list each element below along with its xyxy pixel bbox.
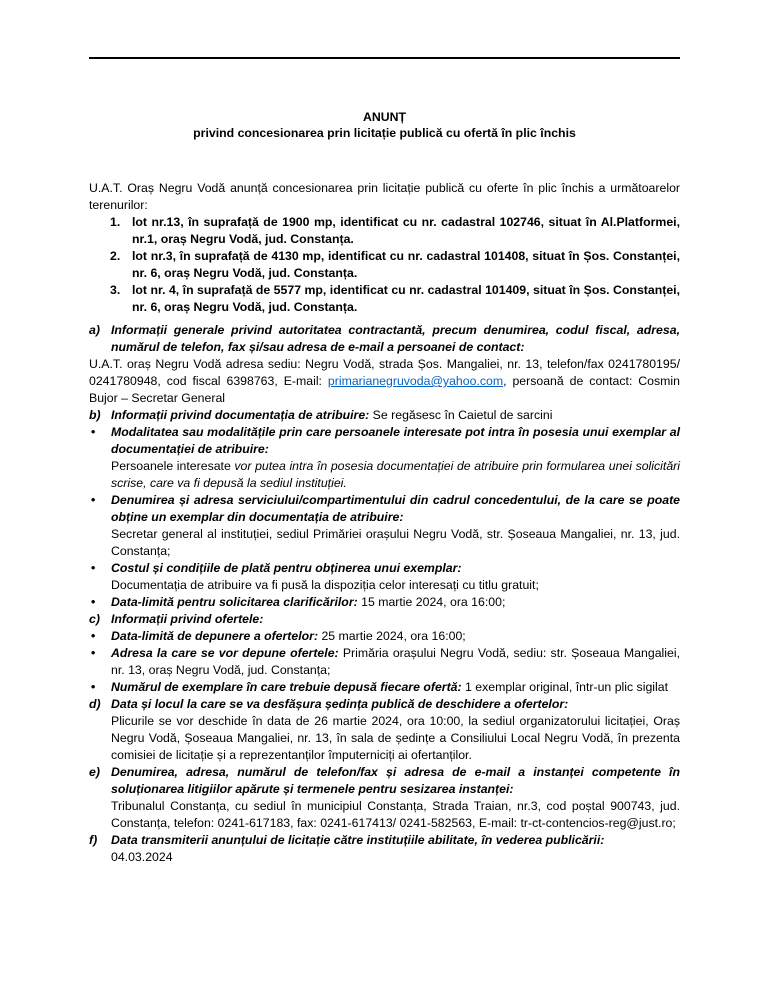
lot-text: lot nr.13, în suprafață de 1900 mp, identificat cu nr. cadastral 102746, situat în Al.Platformei, nr.1, oraș Negru Vodă, jud. Constanța. — [132, 215, 680, 246]
section-text: Plicurile se vor deschide în data de 26 martie 2024, ora 10:00, la sediul organizatorului licitației, Oraș Negru Vodă, Șoseaua Mangaliei, nr. 13, în sala de ședințe a Consiliului Local Negru Vodă, în prezenta comisiei de licitație și a reprezentanților împuterniciți ai ofertanților. — [111, 714, 680, 762]
bullet-text: Documentația de atribuire va fi pusă la dispoziția celor interesați cu titlu gratuit; — [111, 578, 539, 592]
bullet-heading: Costul și condițiile de plată pentru obținerea unui exemplar: — [111, 561, 462, 575]
section-f — [89, 832, 680, 866]
bullet-heading: Modalitatea sau modalitățile prin care persoanele interesate pot intra în posesia unui exemplar al documentației de atribuire: — [111, 425, 680, 456]
bullet-item — [89, 594, 680, 611]
section-heading: Data transmiterii anunțului de licitație către instituțiile abilitate, în vederea publicării: — [111, 833, 605, 847]
section-heading: Data și locul la care se va desfășura ședința publică de deschidere a ofertelor: — [111, 697, 569, 711]
section-marker: d) — [89, 697, 101, 711]
section-e — [89, 764, 680, 832]
lot-list — [89, 214, 680, 316]
bullet-heading: Data-limită de depunere a ofertelor: — [111, 629, 319, 643]
section-marker: f) — [89, 833, 98, 847]
bullet-text: 15 martie 2024, ora 16:00; — [357, 595, 506, 609]
section-marker: b) — [89, 408, 101, 422]
authority-details: U.A.T. oraș Negru Vodă adresa sediu: Negru Vodă, strada Șos. Mangaliei, nr. 13, telefon/fax 0241780195/ 0241780948, cod fiscal 6398763, E-mail: — [89, 357, 680, 388]
section-b — [89, 407, 680, 424]
bullet-text-italic: vor putea intra în posesia documentației de atribuire prin formularea unei solicitări scrise, care va fi depusă la sediul instituției. — [111, 459, 680, 490]
intro-block — [89, 180, 680, 316]
bullet-item — [89, 424, 680, 492]
bullet-icon: • — [91, 629, 96, 643]
section-a — [89, 322, 680, 356]
lot-item — [110, 248, 680, 282]
sections-block — [89, 322, 680, 866]
contact-person: , persoană de contact: Cosmin Bujor – Secretar General — [89, 374, 680, 405]
section-d — [89, 696, 680, 764]
section-marker: c) — [89, 612, 100, 626]
bullet-heading: Denumirea și adresa serviciului/compartimentului din cadrul concedentului, de la care se poate obține un exemplar din documentația de atribuire: — [111, 493, 680, 524]
section-heading: Informații privind documentația de atribuire: — [111, 408, 370, 422]
bullet-text: Secretar general al instituției, sediul Primăriei orașului Negru Vodă, str. Șoseaua Mangaliei, nr. 13, jud. Constanța; — [111, 527, 680, 558]
bullet-heading: Data-limită pentru solicitarea clarificărilor: — [111, 595, 358, 609]
bullet-heading: Adresa la care se vor depune ofertele: — [111, 646, 339, 660]
lot-text: lot nr.3, în suprafață de 4130 mp, identificat cu nr. cadastral 101408, situat în Șos. Constanței, nr. 6, oraș Negru Vodă, jud. Constanța. — [132, 249, 680, 280]
lot-number: 2. — [110, 249, 121, 263]
lot-number: 3. — [110, 283, 121, 297]
bullet-text: 1 exemplar original, într-un plic sigilat — [461, 680, 668, 694]
page-subtitle: privind concesionarea prin licitație publică cu ofertă în plic închis — [193, 126, 576, 140]
section-heading: Informații generale privind autoritatea contractantă, precum denumirea, codul fiscal, adresa, numărul de telefon, fax și/sau adresa de e-mail a persoanei de contact: — [111, 323, 680, 354]
section-a-body — [89, 356, 680, 407]
publication-date: 04.03.2024 — [111, 850, 173, 864]
section-heading: Informații privind ofertele: — [111, 612, 264, 626]
lot-text: lot nr. 4, în suprafață de 5577 mp, identificat cu nr. cadastral 101409, situat în Șos. Constanței, nr. 6, oraș Negru Vodă, jud. Constanța. — [132, 283, 680, 314]
bullet-icon: • — [91, 680, 96, 694]
bullet-item — [89, 679, 680, 696]
page-title: ANUNȚ — [362, 110, 407, 124]
section-text: Se regăsesc în Caietul de sarcini — [369, 408, 553, 422]
bullet-item — [89, 645, 680, 679]
section-c — [89, 611, 680, 628]
section-heading: Denumirea, adresa, numărul de telefon/fax și adresa de e-mail a instanței competente în soluționarea litigiilor apărute și termenele pentru sesizarea instanței: — [111, 765, 680, 796]
section-marker: e) — [89, 765, 100, 779]
header-rule — [89, 57, 680, 59]
bullet-item — [89, 628, 680, 645]
bullet-icon: • — [91, 595, 96, 609]
bullet-icon: • — [91, 493, 96, 507]
bullet-icon: • — [91, 425, 96, 439]
bullet-heading: Numărul de exemplare în care trebuie depusă fiecare ofertă: — [111, 680, 462, 694]
section-text: Tribunalul Constanța, cu sediul în municipiul Constanța, Strada Traian, nr.3, cod poștal 900743, jud. Constanța, telefon: 0241-617183, fax: 0241-617413/ 0241-582563, E-mail: tr-ct-contencios-reg@just.ro; — [111, 799, 680, 830]
lot-item — [110, 282, 680, 316]
bullet-icon: • — [91, 561, 96, 575]
lot-number: 1. — [110, 215, 121, 229]
lot-item — [110, 214, 680, 248]
contact-email-link[interactable]: primarianegruvoda@yahoo.com — [327, 374, 504, 388]
section-marker: a) — [89, 323, 100, 337]
bullet-text: Primăria orașului Negru Vodă, sediu: str. Șoseaua Mangaliei, nr. 13, oraș Negru Vodă, jud. Constanța; — [111, 646, 680, 677]
bullet-text: Persoanele interesate — [111, 459, 235, 473]
bullet-icon: • — [91, 646, 96, 660]
bullet-text: 25 martie 2024, ora 16:00; — [318, 629, 466, 643]
bullet-item — [89, 560, 680, 594]
bullet-item — [89, 492, 680, 560]
intro-text: U.A.T. Oraș Negru Vodă anunță concesionarea prin licitație publică cu oferte în plic închis a următoarelor terenurilor: — [89, 181, 680, 212]
